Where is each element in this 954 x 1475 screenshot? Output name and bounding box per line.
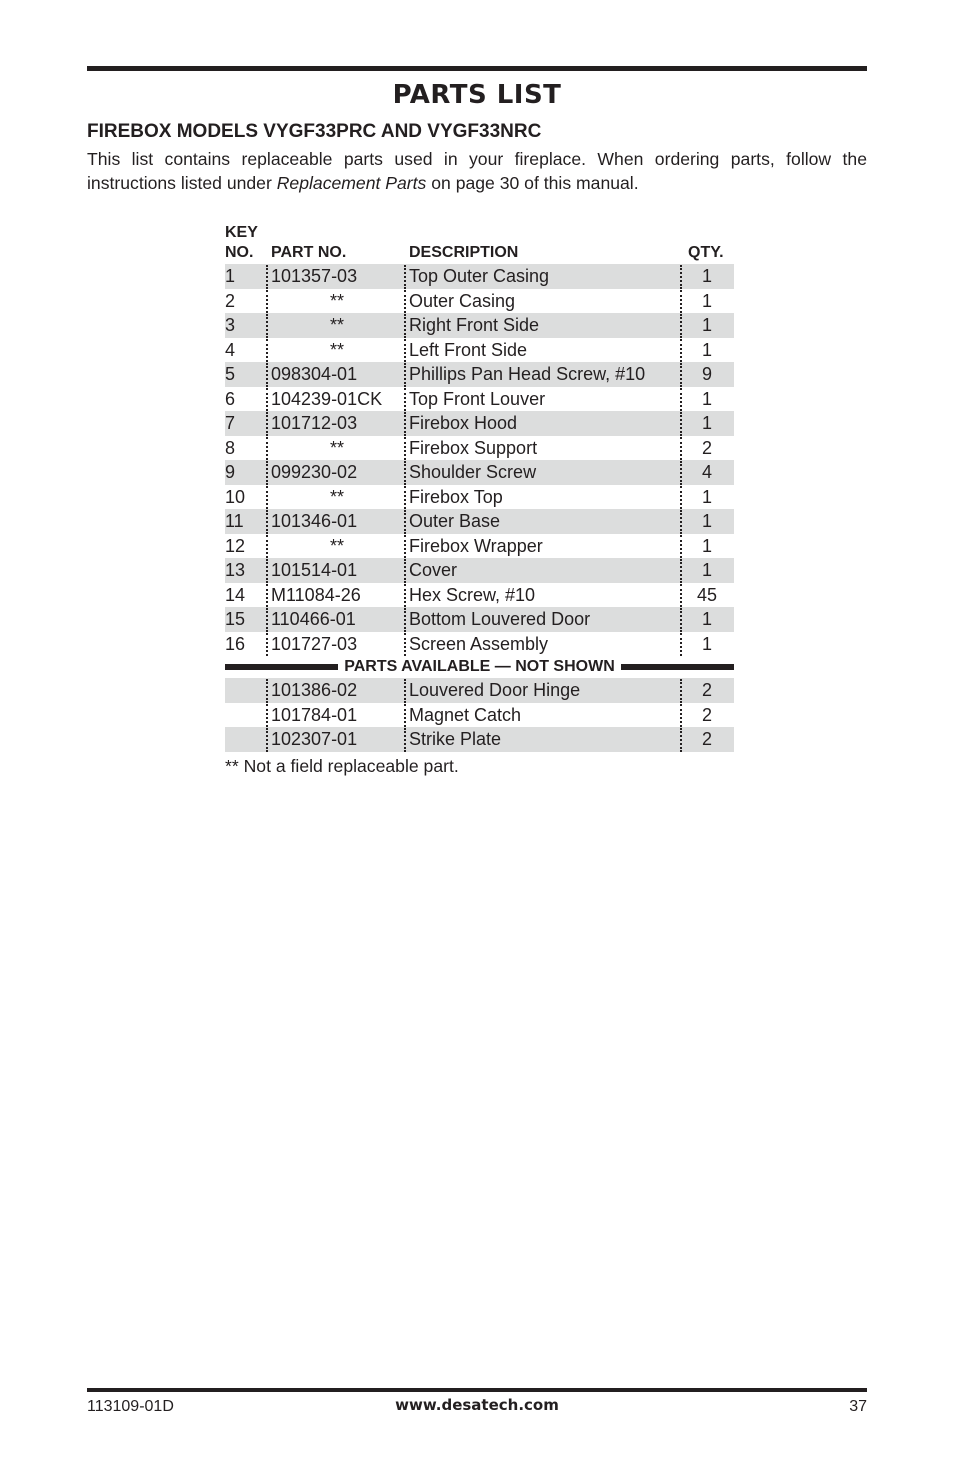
column-separator bbox=[680, 314, 682, 338]
column-separator bbox=[680, 486, 682, 510]
table-row bbox=[225, 362, 734, 387]
cell-key: 1 bbox=[225, 266, 236, 286]
footnote: ** Not a field replaceable part. bbox=[225, 756, 459, 776]
column-separator bbox=[266, 486, 268, 510]
cell-qty: 1 bbox=[701, 535, 712, 556]
bottom-rule bbox=[87, 1388, 867, 1392]
table-row bbox=[225, 703, 734, 728]
cell-part-no: 101727-03 bbox=[271, 633, 358, 654]
table-row bbox=[225, 460, 734, 485]
cell-description: Phillips Pan Head Screw, #10 bbox=[409, 364, 646, 384]
column-separator bbox=[404, 265, 406, 289]
cell-qty: 1 bbox=[701, 315, 712, 335]
column-separator bbox=[266, 584, 268, 608]
cell-part-no: ** bbox=[329, 437, 344, 458]
column-separator bbox=[404, 363, 406, 387]
column-separator bbox=[404, 679, 406, 703]
cell-qty: 1 bbox=[701, 486, 712, 507]
parts-table bbox=[225, 222, 734, 752]
column-separator bbox=[680, 412, 682, 436]
column-separator bbox=[680, 704, 682, 728]
header-part-no: PART NO. bbox=[271, 244, 347, 261]
cell-qty: 1 bbox=[701, 290, 712, 311]
column-separator bbox=[680, 535, 682, 559]
column-separator bbox=[680, 339, 682, 363]
column-separator bbox=[404, 388, 406, 412]
cell-description: Cover bbox=[409, 560, 458, 580]
column-separator bbox=[266, 510, 268, 534]
column-separator bbox=[266, 608, 268, 632]
table-header bbox=[225, 222, 734, 264]
column-separator bbox=[680, 363, 682, 387]
not-shown-table-body bbox=[225, 678, 734, 752]
column-separator bbox=[680, 290, 682, 314]
footer-website: www.desatech.com bbox=[395, 1396, 559, 1414]
table-row bbox=[225, 727, 734, 752]
cell-key: 4 bbox=[225, 339, 236, 360]
cell-description: Screen Assembly bbox=[409, 633, 549, 654]
cell-key: 14 bbox=[225, 584, 246, 605]
column-separator bbox=[266, 339, 268, 363]
cell-part-no: ** bbox=[329, 486, 344, 507]
cell-qty: 1 bbox=[701, 609, 712, 629]
cell-description: Top Front Louver bbox=[409, 388, 546, 409]
cell-qty: 2 bbox=[701, 704, 712, 725]
column-separator bbox=[266, 265, 268, 289]
column-separator bbox=[404, 559, 406, 583]
cell-qty: 4 bbox=[701, 462, 712, 482]
column-separator bbox=[404, 510, 406, 534]
table-body bbox=[225, 264, 734, 656]
column-separator bbox=[266, 314, 268, 338]
page-title: PARTS LIST bbox=[392, 80, 562, 110]
cell-description: Shoulder Screw bbox=[409, 462, 537, 482]
cell-qty: 1 bbox=[701, 339, 712, 360]
column-separator bbox=[266, 679, 268, 703]
divider-bar-left bbox=[225, 664, 338, 670]
header-description: DESCRIPTION bbox=[409, 244, 519, 261]
column-separator bbox=[404, 633, 406, 657]
table-row bbox=[225, 607, 734, 632]
intro-paragraph bbox=[87, 148, 867, 195]
column-separator bbox=[680, 437, 682, 461]
header-key-line2: NO. bbox=[225, 244, 254, 261]
cell-part-no: 101386-02 bbox=[271, 680, 358, 700]
column-separator bbox=[404, 728, 406, 752]
cell-part-no: 101514-01 bbox=[271, 560, 358, 580]
column-separator bbox=[680, 388, 682, 412]
cell-key: 9 bbox=[225, 462, 236, 482]
cell-key: 7 bbox=[225, 413, 236, 433]
cell-key: 8 bbox=[225, 437, 236, 458]
column-separator bbox=[266, 363, 268, 387]
cell-qty: 1 bbox=[701, 413, 712, 433]
column-separator bbox=[680, 584, 682, 608]
cell-qty: 1 bbox=[701, 560, 712, 580]
column-separator bbox=[404, 486, 406, 510]
intro-text-before: This list contains replaceable parts used in your fireplace. When ordering parts, follow the instructions listed under bbox=[87, 149, 867, 193]
cell-description: Left Front Side bbox=[409, 339, 528, 360]
column-separator bbox=[266, 559, 268, 583]
divider-bar-right bbox=[621, 664, 734, 670]
column-separator bbox=[680, 510, 682, 534]
column-separator bbox=[266, 535, 268, 559]
section-title: FIREBOX MODELS VYGF33PRC AND VYGF33NRC bbox=[87, 121, 542, 142]
cell-part-no: ** bbox=[329, 535, 344, 556]
intro-text-after: on page 30 of this manual. bbox=[426, 172, 639, 193]
top-rule bbox=[87, 66, 867, 71]
column-separator bbox=[266, 704, 268, 728]
cell-part-no: 098304-01 bbox=[271, 364, 358, 384]
cell-description: Right Front Side bbox=[409, 315, 540, 335]
cell-description: Top Outer Casing bbox=[409, 266, 550, 286]
cell-qty: 1 bbox=[701, 266, 712, 286]
cell-key: 10 bbox=[225, 486, 246, 507]
cell-qty: 1 bbox=[701, 388, 712, 409]
cell-part-no: 104239-01CK bbox=[271, 388, 383, 409]
column-separator bbox=[680, 608, 682, 632]
cell-part-no: 101346-01 bbox=[271, 511, 358, 531]
cell-key: 16 bbox=[225, 633, 246, 654]
cell-part-no: ** bbox=[329, 339, 344, 360]
table-row bbox=[225, 485, 734, 510]
column-separator bbox=[404, 461, 406, 485]
column-separator bbox=[680, 559, 682, 583]
column-separator bbox=[680, 461, 682, 485]
column-separator bbox=[266, 728, 268, 752]
cell-description: Strike Plate bbox=[409, 729, 502, 749]
column-separator bbox=[404, 608, 406, 632]
table-row bbox=[225, 534, 734, 559]
table-row bbox=[225, 436, 734, 461]
table-row bbox=[225, 632, 734, 657]
column-separator bbox=[266, 633, 268, 657]
cell-description: Hex Screw, #10 bbox=[409, 584, 536, 605]
column-separator bbox=[266, 437, 268, 461]
table-row bbox=[225, 411, 734, 436]
cell-qty: 1 bbox=[701, 633, 712, 654]
cell-part-no: ** bbox=[329, 315, 344, 335]
cell-description: Louvered Door Hinge bbox=[409, 680, 581, 700]
footer-page-number: 37 bbox=[849, 1398, 867, 1415]
cell-part-no: M11084-26 bbox=[271, 584, 361, 605]
column-separator bbox=[266, 388, 268, 412]
cell-part-no: 101357-03 bbox=[271, 266, 358, 286]
table-row bbox=[225, 558, 734, 583]
column-separator bbox=[680, 679, 682, 703]
table-row bbox=[225, 387, 734, 412]
cell-part-no: 099230-02 bbox=[271, 462, 358, 482]
column-separator bbox=[266, 290, 268, 314]
cell-description: Firebox Wrapper bbox=[409, 535, 543, 556]
cell-description: Bottom Louvered Door bbox=[409, 609, 591, 629]
column-separator bbox=[404, 314, 406, 338]
cell-key: 6 bbox=[225, 388, 236, 409]
column-separator bbox=[266, 412, 268, 436]
cell-description: Firebox Hood bbox=[409, 413, 518, 433]
cell-qty: 2 bbox=[701, 437, 712, 458]
table-row bbox=[225, 678, 734, 703]
column-separator bbox=[680, 633, 682, 657]
cell-key: 12 bbox=[225, 535, 246, 556]
cell-part-no: 101712-03 bbox=[271, 413, 358, 433]
cell-description: Magnet Catch bbox=[409, 704, 522, 725]
cell-qty: 45 bbox=[696, 584, 718, 605]
column-separator bbox=[404, 437, 406, 461]
cell-part-no: 110466-01 bbox=[271, 609, 356, 629]
cell-key: 2 bbox=[225, 290, 236, 311]
table-row bbox=[225, 509, 734, 534]
column-separator bbox=[680, 728, 682, 752]
cell-key: 13 bbox=[225, 560, 246, 580]
cell-qty: 9 bbox=[701, 364, 712, 384]
column-separator bbox=[404, 584, 406, 608]
cell-qty: 2 bbox=[701, 729, 712, 749]
table-row bbox=[225, 264, 734, 289]
table-row bbox=[225, 289, 734, 314]
column-separator bbox=[404, 704, 406, 728]
column-separator bbox=[266, 461, 268, 485]
cell-qty: 2 bbox=[701, 680, 712, 700]
cell-description: Firebox Top bbox=[409, 486, 503, 507]
column-separator bbox=[404, 412, 406, 436]
header-key-line1: KEY bbox=[225, 224, 258, 241]
column-separator bbox=[404, 535, 406, 559]
cell-part-no: ** bbox=[329, 290, 344, 311]
table-row bbox=[225, 583, 734, 608]
cell-qty: 1 bbox=[701, 511, 712, 531]
cell-part-no: 101784-01 bbox=[271, 704, 358, 725]
cell-description: Outer Casing bbox=[409, 290, 516, 311]
column-separator bbox=[404, 290, 406, 314]
not-shown-divider bbox=[225, 656, 734, 678]
header-qty: QTY. bbox=[688, 244, 724, 261]
footer-doc-number: 113109-01D bbox=[87, 1398, 174, 1415]
cell-key: 15 bbox=[225, 609, 246, 629]
table-row bbox=[225, 338, 734, 363]
divider-label: PARTS AVAILABLE — NOT SHOWN bbox=[344, 658, 615, 675]
cell-description: Firebox Support bbox=[409, 437, 538, 458]
cell-description: Outer Base bbox=[409, 511, 501, 531]
cell-part-no: 102307-01 bbox=[271, 729, 358, 749]
column-separator bbox=[404, 339, 406, 363]
table-row bbox=[225, 313, 734, 338]
cell-key: 11 bbox=[225, 511, 244, 531]
cell-key: 3 bbox=[225, 315, 236, 335]
intro-text-emphasis: Replacement Parts bbox=[276, 172, 427, 193]
column-separator bbox=[680, 265, 682, 289]
cell-key: 5 bbox=[225, 364, 236, 384]
